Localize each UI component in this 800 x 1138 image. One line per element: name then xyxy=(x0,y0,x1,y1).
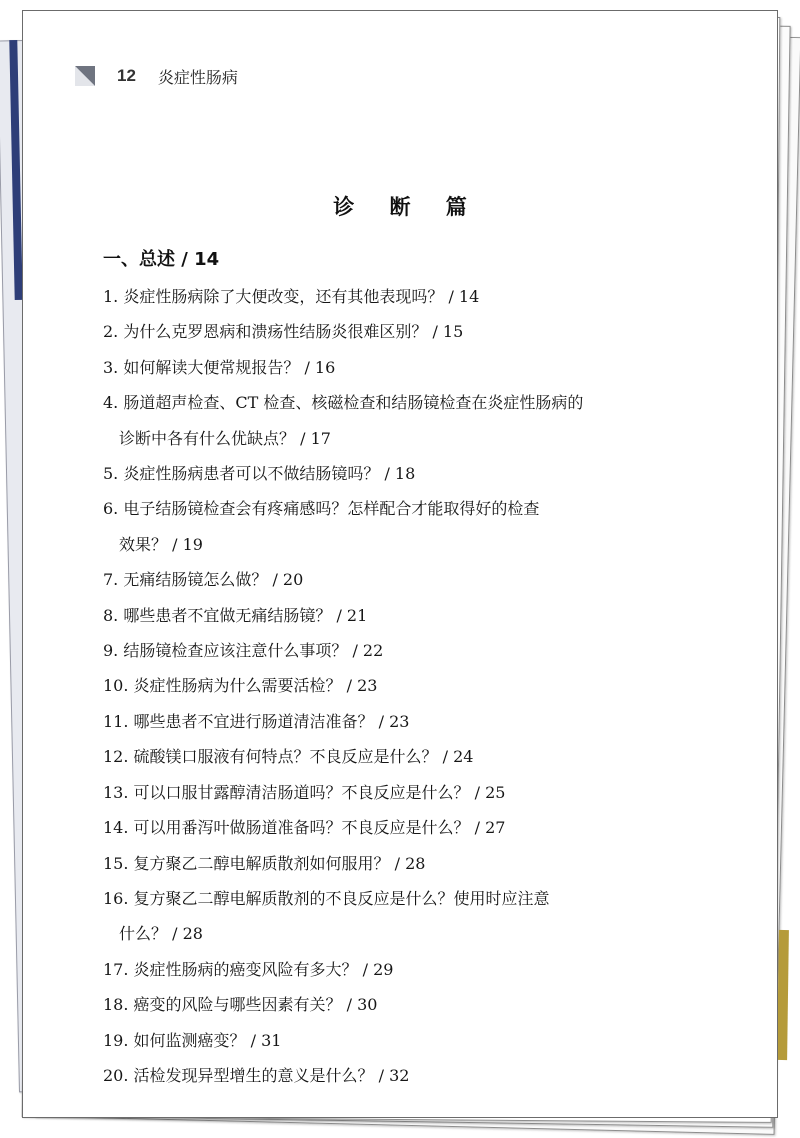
toc-entry-text: 9. 结肠镜检查应该注意什么事项？ / 22 xyxy=(103,641,384,661)
table-of-contents xyxy=(103,279,743,1093)
toc-entry-text: 7. 无痛结肠镜怎么做？ / 20 xyxy=(103,570,304,590)
document-page xyxy=(22,10,778,1118)
toc-entry-text: 4. 肠道超声检查、CT 检查、核磁检查和结肠镜检查在炎症性肠病的 xyxy=(103,393,584,413)
toc-entry[interactable] xyxy=(103,704,743,739)
toc-entry-text: 10. 炎症性肠病为什么需要活检？ / 23 xyxy=(103,676,378,696)
toc-entry[interactable] xyxy=(103,952,743,987)
book-cover-edge-gold xyxy=(777,930,789,1060)
toc-entry[interactable] xyxy=(103,456,743,491)
toc-entry-text: 18. 癌变的风险与哪些因素有关？ / 30 xyxy=(103,995,378,1015)
toc-entry[interactable] xyxy=(103,810,743,845)
toc-entry[interactable] xyxy=(103,881,743,952)
toc-entry[interactable] xyxy=(103,633,743,668)
toc-entry[interactable] xyxy=(103,314,743,349)
toc-entry[interactable] xyxy=(103,668,743,703)
toc-entry[interactable] xyxy=(103,1023,743,1058)
page-header xyxy=(75,63,238,89)
toc-entry[interactable] xyxy=(103,562,743,597)
section-title: 诊 断 篇 xyxy=(333,195,481,219)
toc-entry-text: 11. 哪些患者不宜进行肠道清洁准备？ / 23 xyxy=(103,711,410,731)
toc-entry[interactable] xyxy=(103,385,743,456)
toc-entry-text: 5. 炎症性肠病患者可以不做结肠镜吗？ / 18 xyxy=(103,464,416,484)
toc-entry[interactable] xyxy=(103,987,743,1022)
toc-entry-text: 14. 可以用番泻叶做肠道准备吗？不良反应是什么？ / 27 xyxy=(103,818,506,838)
toc-entry[interactable] xyxy=(103,775,743,810)
toc-entry-text: 8. 哪些患者不宜做无痛结肠镜？ / 21 xyxy=(103,605,368,625)
toc-entry[interactable] xyxy=(103,279,743,314)
page-number: 12 xyxy=(117,66,136,85)
toc-entry-text: 19. 如何监测癌变？ / 31 xyxy=(103,1030,282,1050)
toc-entry-text: 6. 电子结肠镜检查会有疼痛感吗？怎样配合才能取得好的检查 xyxy=(103,499,540,519)
toc-entry[interactable] xyxy=(103,739,743,774)
chapter-corner-icon xyxy=(75,66,95,86)
toc-entry-text: 2. 为什么克罗恩病和溃疡性结肠炎很难区别？ / 15 xyxy=(103,322,464,342)
toc-entry-text: 13. 可以口服甘露醇清洁肠道吗？不良反应是什么？ / 25 xyxy=(103,782,506,802)
toc-entry[interactable] xyxy=(103,1058,743,1093)
toc-entry-continuation: 效果？ / 19 xyxy=(119,534,203,554)
toc-entry[interactable] xyxy=(103,846,743,881)
toc-entry-text: 3. 如何解读大便常规报告？ / 16 xyxy=(103,357,336,377)
toc-entry-continuation: 什么？ / 28 xyxy=(119,924,203,944)
toc-entry[interactable] xyxy=(103,598,743,633)
subsection-heading: 一、总述 / 14 xyxy=(103,249,220,270)
toc-entry-text: 20. 活检发现异型增生的意义是什么？ / 32 xyxy=(103,1065,410,1085)
toc-entry[interactable] xyxy=(103,491,743,562)
running-title: 炎症性肠病 xyxy=(157,67,238,87)
toc-entry-text: 1. 炎症性肠病除了大便改变，还有其他表现吗？ / 14 xyxy=(103,287,480,306)
toc-entry-text: 12. 硫酸镁口服液有何特点？不良反应是什么？ / 24 xyxy=(103,747,474,767)
toc-entry[interactable] xyxy=(103,350,743,385)
toc-entry-text: 17. 炎症性肠病的癌变风险有多大？ / 29 xyxy=(103,959,394,979)
toc-entry-text: 15. 复方聚乙二醇电解质散剂如何服用？ / 28 xyxy=(103,853,426,873)
toc-entry-continuation: 诊断中各有什么优缺点？ / 17 xyxy=(119,428,331,448)
toc-entry-text: 16. 复方聚乙二醇电解质散剂的不良反应是什么？使用时应注意 xyxy=(103,888,550,908)
